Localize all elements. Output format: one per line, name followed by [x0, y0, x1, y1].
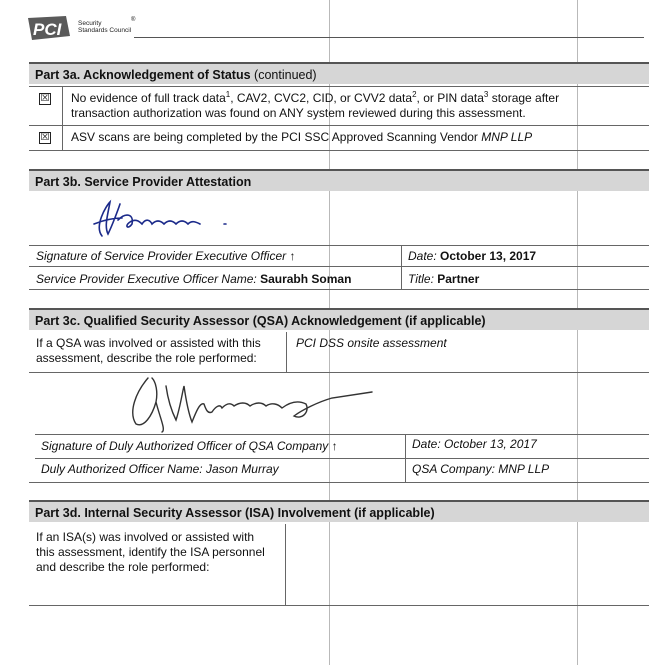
part3a-header [29, 62, 649, 84]
qsa-role-value: PCI DSS onsite assessment [296, 336, 447, 350]
sp-name-label: Service Provider Executive Officer Name: [36, 272, 261, 286]
footnote-3: 3 [483, 90, 489, 99]
isa-role-field[interactable] [290, 530, 640, 600]
ack-item1-text-b: , CAV2, CVC2, CID, or CVV2 data [230, 91, 413, 105]
ack-item-full-track [71, 91, 641, 121]
logo-org-line1: Security [78, 20, 102, 27]
qsa-date: Date: October 13, 2017 [412, 437, 537, 451]
qsa-officer-name: Duly Authorized Officer Name: Jason Murray [41, 462, 279, 476]
up-arrow-icon: ↑ [331, 439, 338, 453]
part3a-title-suffix: (continued) [254, 68, 317, 82]
sp-title [408, 272, 479, 287]
row-rule [35, 458, 649, 459]
asv-vendor: MNP LLP [481, 130, 533, 144]
pci-logo [26, 14, 72, 42]
row-rule [29, 150, 649, 151]
isa-prompt-line2: this assessment, identify the ISA personnel [36, 545, 265, 559]
part3d-header [29, 500, 649, 522]
qsa-role-prompt-line2: assessment, describe the role performed: [36, 351, 257, 365]
footnote-1: 1 [225, 90, 231, 99]
registered-mark: ® [131, 17, 136, 23]
row-rule [29, 245, 649, 246]
checkbox-column-rule [62, 86, 63, 150]
qsa-signature [122, 372, 382, 434]
qsa-signature-label [41, 439, 338, 454]
up-arrow-icon: ↑ [289, 249, 296, 263]
logo-wordmark: PCI [33, 20, 62, 39]
logo-org-name [78, 20, 131, 34]
checkbox-asv-scans[interactable]: ☒ [40, 132, 50, 143]
sp-name-value: Saurabh Soman [260, 272, 352, 286]
service-provider-signature [84, 196, 244, 242]
column-rule [285, 524, 286, 605]
part3c-title: Part 3c. Qualified Security Assessor (QSA) Acknowledgement (if applicable) [35, 314, 486, 328]
ack-item-asv-scans [71, 130, 532, 145]
part3b-header [29, 169, 649, 191]
row-rule [35, 434, 649, 435]
sp-signature-label-text: Signature of Service Provider Executive Officer [36, 249, 290, 263]
row-rule [29, 605, 649, 606]
qsa-role-prompt-line1: If a QSA was involved or assisted with this [36, 336, 261, 350]
ack-item1-line2: transaction authorization was found on ANY system reviewed during this assessment. [71, 106, 526, 120]
row-rule [29, 86, 649, 87]
checkbox-full-track[interactable]: ☒ [40, 93, 50, 104]
isa-prompt [36, 530, 281, 575]
column-rule [401, 245, 402, 289]
column-rule [286, 332, 287, 372]
qsa-signature-label-text: Signature of Duly Authorized Officer of QSA Company [41, 439, 332, 453]
isa-prompt-line1: If an ISA(s) was involved or assisted with [36, 530, 255, 544]
row-rule [29, 125, 649, 126]
row-rule [29, 266, 649, 267]
isa-prompt-line3: and describe the role performed: [36, 560, 210, 574]
qsa-company: QSA Company: MNP LLP [412, 462, 550, 476]
part3c-header [29, 308, 649, 330]
ack-item1-text-d: storage after [488, 91, 560, 105]
row-rule [29, 289, 649, 290]
sp-date [408, 249, 536, 264]
part3a-title: Part 3a. Acknowledgement of Status [35, 68, 251, 82]
part3d-title: Part 3d. Internal Security Assessor (ISA) Involvement (if applicable) [35, 506, 435, 520]
row-rule [29, 482, 649, 483]
sp-officer-name [36, 272, 351, 287]
ack-item1-text-c: , or PIN data [416, 91, 484, 105]
sp-title-label: Title: [408, 272, 438, 286]
sp-date-value: October 13, 2017 [440, 249, 537, 263]
sp-signature-label [36, 249, 295, 264]
qsa-role-prompt [36, 336, 281, 366]
part3b-title: Part 3b. Service Provider Attestation [35, 175, 252, 189]
header-rule [134, 37, 644, 38]
ack-item2-text: ASV scans are being completed by the PCI SSC Approved Scanning Vendor [71, 130, 482, 144]
footnote-2: 2 [412, 90, 417, 99]
sp-date-label: Date: [408, 249, 441, 263]
logo-org-line2: Standards Council [78, 27, 132, 34]
ack-item1-text-a: No evidence of full track data [71, 91, 226, 105]
sp-title-value: Partner [437, 272, 480, 286]
